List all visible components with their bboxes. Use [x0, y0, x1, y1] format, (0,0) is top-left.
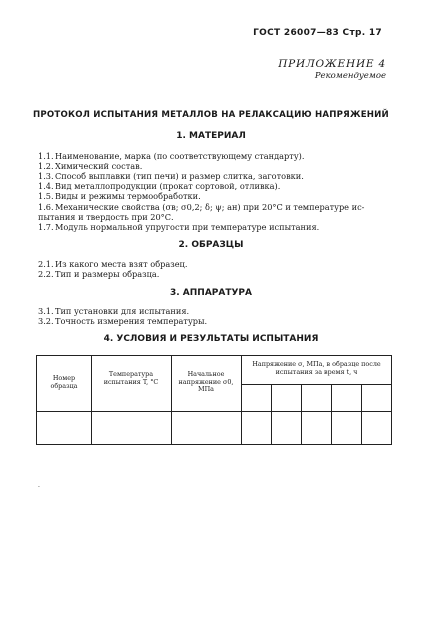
list-item: 3.1.Тип установки для испытания. — [38, 306, 190, 316]
list-item: 1.1.Наименование, марка (по соответствующему стандарту). — [38, 151, 305, 161]
header-sample-number: Номер образца — [50, 374, 78, 390]
list-item: 1.3.Способ выплавки (тип печи) и размер слитка, заготовки. — [38, 171, 304, 181]
page-header: ГОСТ 26007—83 Стр. 17 — [253, 28, 382, 38]
list-item-continuation: пытания и твердость при 20°С. — [38, 212, 174, 222]
stray-mark: . — [38, 482, 40, 489]
table-divider — [271, 384, 272, 444]
list-item: 1.7.Модуль нормальной упругости при температуре испытания. — [38, 222, 320, 232]
results-table — [36, 355, 392, 445]
table-divider — [331, 384, 332, 444]
header-test-temperature: Температура испытания T, °С — [103, 370, 159, 386]
section-title-material: 1. МАТЕРИАЛ — [176, 131, 246, 141]
list-item: 2.2.Тип и размеры образца. — [38, 269, 160, 279]
list-item: 2.1.Из какого места взят образец. — [38, 259, 188, 269]
table-divider — [91, 356, 92, 444]
table-divider — [242, 384, 391, 385]
list-item: 3.2.Точность измерения температуры. — [38, 316, 208, 326]
section-title-samples: 2. ОБРАЗЦЫ — [178, 240, 244, 250]
appendix-subtitle: Рекомендуемое — [314, 71, 386, 81]
list-item: 1.4.Вид металлопродукции (прокат сортовой, отливка). — [38, 181, 281, 191]
section-title-apparatus: 3. АППАРАТУРА — [169, 288, 252, 298]
table-divider — [171, 356, 172, 444]
appendix-title: ПРИЛОЖЕНИЕ 4 — [278, 58, 386, 70]
appendix-label — [278, 58, 386, 81]
list-item: 1.6.Механические свойства (σв; σ0,2; δ; ψ; aн) при 20°С и температуре ис- — [38, 202, 365, 212]
protocol-title: ПРОТОКОЛ ИСПЫТАНИЯ МЕТАЛЛОВ НА РЕЛАКСАЦИЮ НАПРЯЖЕНИЙ — [33, 110, 389, 120]
list-item: 1.2.Химический состав. — [38, 161, 143, 171]
header-initial-stress: Начальное напряжение σ0, МПа — [178, 370, 234, 394]
table-divider — [241, 356, 242, 444]
section-title-results: 4. УСЛОВИЯ И РЕЗУЛЬТАТЫ ИСПЫТАНИЯ — [103, 334, 319, 344]
table-divider — [37, 411, 391, 412]
list-item: 1.5.Виды и режимы термообработки. — [38, 191, 201, 201]
header-stress-after-time: Напряжение σ, МПа, в образце после испытания за время t, ч — [252, 360, 381, 376]
table-divider — [361, 384, 362, 444]
table-divider — [301, 384, 302, 444]
